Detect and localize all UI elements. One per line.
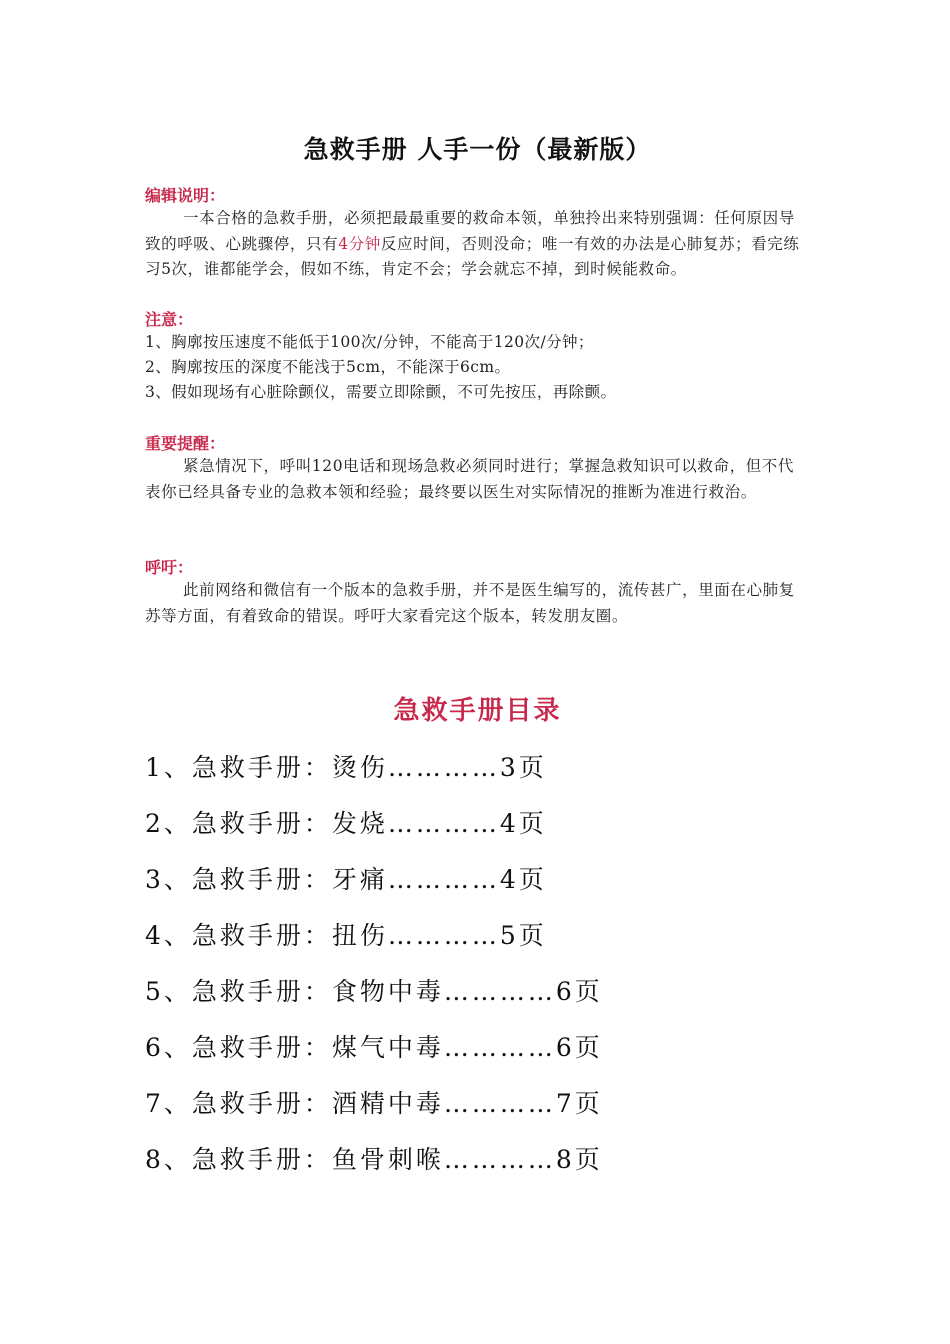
toc-item: 8、急救手册：鱼骨刺喉…………8页 (145, 1145, 603, 1174)
attention-item: 3、假如现场有心脏除颤仪，需要立即除颤，不可先按压，再除颤。 (145, 383, 617, 401)
editor-note-text-after: 反应时间，否则没命；唯一有效的办法是心肺复苏；看完练习5次，谁都能学会，假如不练，肯定不会；学会就忘不掉，到时候能救命。 (145, 234, 800, 278)
editor-note-text-before: 一本合格的急救手册，必须把最最重要的救命本领，单独拎出来特别强调：任何原因导致的呼吸、心跳骤停，只有 (145, 209, 795, 253)
toc-item: 5、急救手册：食物中毒…………6页 (145, 977, 603, 1006)
toc-item: 6、急救手册：煤气中毒…………6页 (145, 1033, 603, 1062)
editor-note-paragraph (145, 206, 805, 283)
toc-item: 3、急救手册：牙痛…………4页 (145, 865, 547, 894)
appeal-text: 此前网络和微信有一个版本的急救手册，并不是医生编写的，流传甚广，里面在心肺复苏等方面，有着致命的错误。呼吁大家看完这个版本，转发朋友圈。 (145, 581, 795, 625)
appeal-paragraph (145, 578, 805, 629)
toc-title: 急救手册目录 (393, 696, 562, 726)
toc-item: 2、急救手册：发烧…………4页 (145, 809, 547, 838)
attention-item: 1、胸廓按压速度不能低于100次/分钟，不能高于120次/分钟； (145, 333, 594, 351)
editor-note-heading: 编辑说明： (145, 186, 226, 205)
toc-item: 7、急救手册：酒精中毒…………7页 (145, 1089, 603, 1118)
reminder-text: 紧急情况下，呼叫120电话和现场急救必须同时进行；掌握急救知识可以救命，但不代表你已经具备专业的急救本领和经验；最终要以医生对实际情况的推断为准进行救治。 (145, 457, 794, 501)
document-title: 急救手册 人手一份（最新版） (303, 135, 652, 164)
appeal-heading: 呼吁： (145, 558, 194, 577)
attention-heading: 注意： (145, 310, 194, 329)
toc-item: 1、急救手册：烫伤…………3页 (145, 753, 547, 782)
editor-note-highlight: 4分钟 (338, 234, 381, 253)
attention-item: 2、胸廓按压的深度不能浅于5cm，不能深于6cm。 (145, 358, 511, 376)
toc-item: 4、急救手册：扭伤…………5页 (145, 921, 547, 950)
reminder-paragraph (145, 454, 805, 505)
reminder-heading: 重要提醒： (145, 434, 226, 453)
